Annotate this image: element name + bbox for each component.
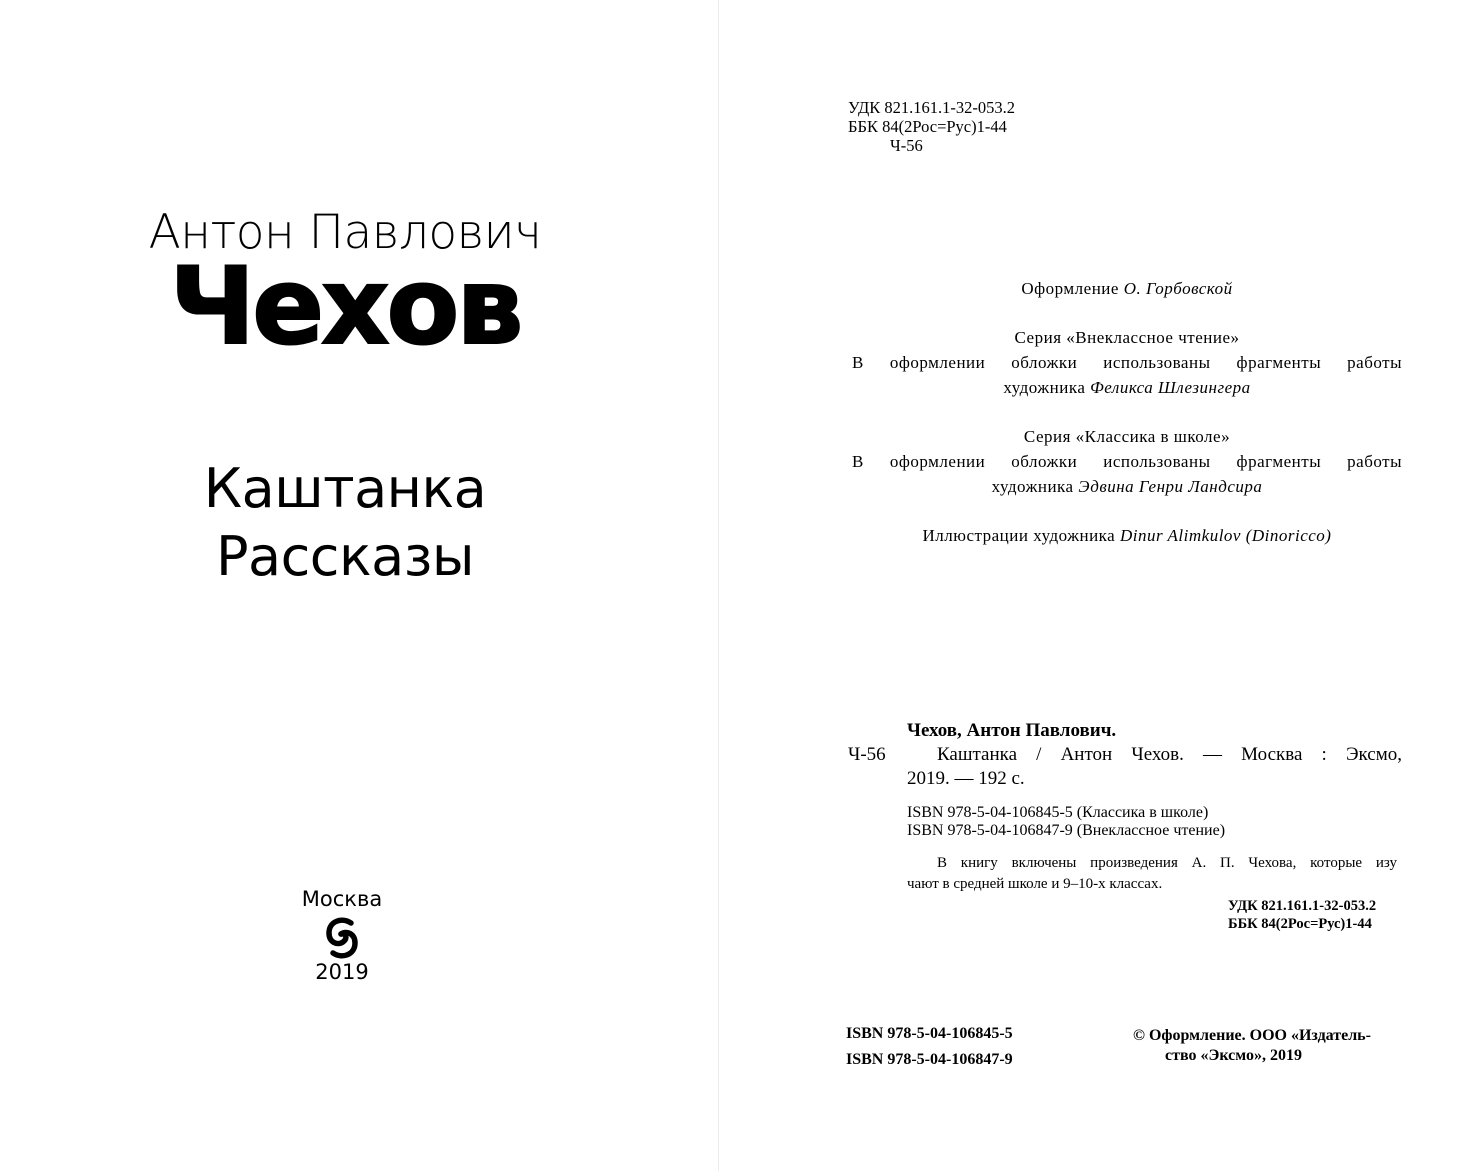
catalog-line-1: Каштанка / Антон Чехов. — Москва : Эксмо,	[937, 744, 1402, 765]
udk-code: УДК 821.161.1-32-053.2	[848, 98, 1016, 117]
title-line-1: Каштанка	[203, 457, 487, 520]
author-last-name: Чехов	[169, 245, 521, 368]
publication-year: 2019	[315, 960, 369, 984]
series-1-title: Серия «Внеклассное чтение»	[1014, 328, 1240, 347]
copyright-notice	[1133, 1026, 1371, 1066]
isbn-footer	[846, 1021, 1013, 1073]
catalog-code: Ч-56	[848, 744, 886, 765]
annotation-line-2: чают в средней школе и 9–10-х классах.	[907, 876, 1163, 892]
bottom-classification	[1228, 897, 1376, 933]
series-2-title: Серия «Классика в школе»	[1023, 427, 1231, 446]
series-2-cover-note: В оформлении обложки использованы фрагменты работы	[852, 452, 1402, 471]
isbn-footer-2: ISBN 978-5-04-106847-9	[846, 1051, 1013, 1068]
illustrations-credit: Иллюстрации художника Dinur Alimkulov (Dinoricco)	[922, 526, 1332, 545]
credits-block	[852, 276, 1402, 572]
author-sign: Ч-56	[890, 136, 923, 155]
catalog-author: Чехов, Антон Павлович.	[907, 720, 1117, 741]
book-title	[110, 455, 580, 591]
author-first-name: Антон Павлович	[148, 205, 542, 260]
catalog-entry	[907, 743, 1402, 791]
designer-name: О. Горбовской	[1123, 279, 1233, 298]
series-1-credit: Серия «Внеклассное чтение» В оформлении обложки использованы фрагменты работы художника Феликса Шлезингера	[852, 325, 1402, 400]
bbk-bottom: ББК 84(2Рос=Рус)1-44	[1228, 916, 1372, 932]
series-2-artist: Эдвина Генри Ландсира	[1078, 477, 1263, 496]
eksmo-logo-icon	[322, 915, 362, 961]
udk-bottom: УДК 821.161.1-32-053.2	[1228, 898, 1377, 914]
annotation-line-1: В книгу включены произведения А. П. Чехова, которые изу	[937, 855, 1397, 871]
isbn-footer-1: ISBN 978-5-04-106845-5	[846, 1025, 1013, 1042]
annotation	[907, 853, 1397, 895]
series-1-cover-note: В оформлении обложки использованы фрагменты работы	[852, 353, 1402, 372]
publisher-city: Москва	[301, 887, 383, 911]
title-line-2: Рассказы	[215, 525, 475, 588]
series-1-artist: Феликса Шлезингера	[1090, 378, 1251, 397]
catalog-line-2: 2019. — 192 с.	[907, 768, 1025, 789]
page-gutter	[718, 0, 719, 1171]
copyright-line-1: © Оформление. ООО «Издатель-	[1133, 1027, 1371, 1044]
isbn-line-1: ISBN 978-5-04-106845-5 (Классика в школе)	[907, 804, 1209, 821]
copyright-line-2: ство «Эксмо», 2019	[1165, 1047, 1302, 1064]
series-2-credit: Серия «Классика в школе» В оформлении обложки использованы фрагменты работы художника Эдвина Генри Ландсира	[852, 424, 1402, 499]
design-credit: Оформление О. Горбовской	[1021, 279, 1233, 298]
isbn-list	[907, 804, 1225, 840]
classification-block	[848, 98, 1015, 155]
bbk-code: ББК 84(2Рос=Рус)1-44	[848, 117, 1007, 136]
illustrator-name: Dinur Alimkulov (Dinoricco)	[1119, 526, 1332, 545]
isbn-line-2: ISBN 978-5-04-106847-9 (Внеклассное чтение)	[907, 822, 1226, 839]
